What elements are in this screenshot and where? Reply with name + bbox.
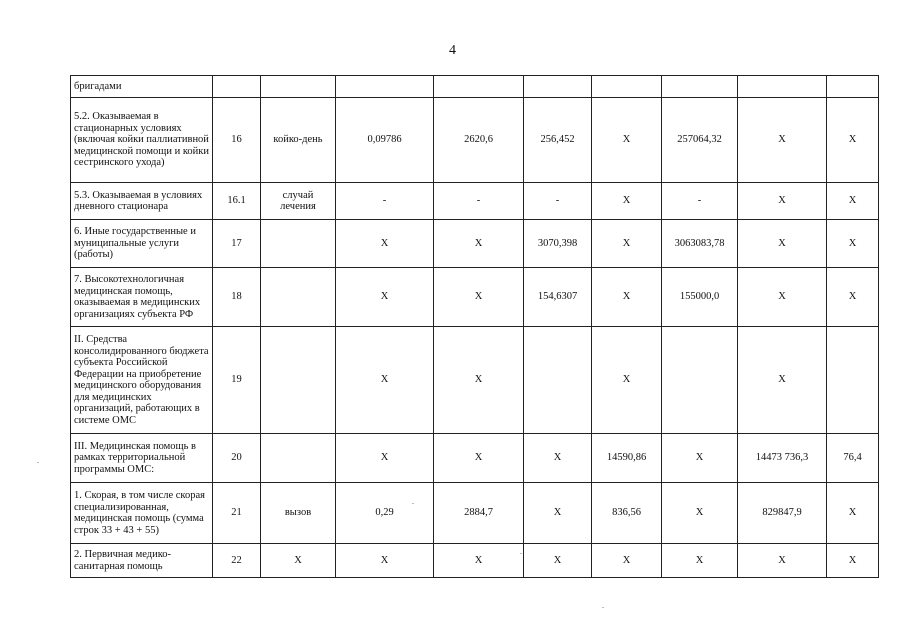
table-cell: X [524, 434, 592, 483]
table-cell: X [524, 483, 592, 544]
table-cell [524, 327, 592, 434]
table-cell: - [524, 183, 592, 220]
table-cell: X [524, 544, 592, 578]
table-cell: 19 [213, 327, 261, 434]
table-cell: 14590,86 [592, 434, 662, 483]
table-row [71, 98, 879, 183]
table-cell: 20 [213, 434, 261, 483]
table-cell [524, 76, 592, 98]
table-cell [213, 76, 261, 98]
table-cell: 16 [213, 98, 261, 183]
row-label-cell: 5.2. Оказываемая в стационарных условиях (включая койки паллиативной медицинской помощи и койки сестринского ухода) [71, 98, 213, 183]
table-cell: 257064,32 [662, 98, 738, 183]
table-cell: 17 [213, 220, 261, 268]
table-cell: X [827, 98, 879, 183]
data-table [70, 75, 879, 578]
row-label-cell: 2. Первичная медико-санитарная помощь [71, 544, 213, 578]
table-cell: X [827, 268, 879, 327]
table-row [71, 76, 879, 98]
table-cell [662, 327, 738, 434]
table-row [71, 327, 879, 434]
table-cell [261, 220, 336, 268]
scan-speck [37, 462, 39, 463]
table-cell: - [662, 183, 738, 220]
table-cell: X [434, 327, 524, 434]
table-cell: X [592, 544, 662, 578]
table-cell: 2620,6 [434, 98, 524, 183]
table-row [71, 220, 879, 268]
table-cell: X [592, 183, 662, 220]
row-label-cell: 7. Высокотехнологичная медицинская помощь, оказываемая в медицинских организациях субъекта РФ [71, 268, 213, 327]
table-cell: X [336, 544, 434, 578]
table-cell [592, 76, 662, 98]
table-cell: случай лечения [261, 183, 336, 220]
table-cell: X [592, 268, 662, 327]
table-cell: 3070,398 [524, 220, 592, 268]
table-cell: 16.1 [213, 183, 261, 220]
table-row [71, 544, 879, 578]
row-label-cell: II. Средства консолидированного бюджета субъекта Российской Федерации на приобретение медицинского оборудования для медицинских организаций, работающих в системе ОМС [71, 327, 213, 434]
table-cell: 14473 736,3 [738, 434, 827, 483]
page-number: 4 [449, 43, 456, 58]
table-cell [261, 327, 336, 434]
table-cell: - [336, 183, 434, 220]
table-cell [261, 434, 336, 483]
table-cell: X [738, 98, 827, 183]
row-label-cell: 1. Скорая, в том числе скорая специализированная, медицинская помощь (сумма строк 33 + 43 + 55) [71, 483, 213, 544]
table-cell: X [738, 183, 827, 220]
table-cell: X [738, 220, 827, 268]
row-label-cell: бригадами [71, 76, 213, 98]
table-cell: X [434, 220, 524, 268]
table-cell: 22 [213, 544, 261, 578]
table-row [71, 183, 879, 220]
table-cell: X [434, 544, 524, 578]
table-cell: 0,09786 [336, 98, 434, 183]
table-cell: X [827, 183, 879, 220]
table-cell: X [827, 220, 879, 268]
table-cell: X [336, 327, 434, 434]
table-row [71, 434, 879, 483]
table-cell: X [827, 483, 879, 544]
table-cell: X [434, 434, 524, 483]
table-cell: 155000,0 [662, 268, 738, 327]
table-cell: X [592, 98, 662, 183]
row-label-cell: 6. Иные государственные и муниципальные услуги (работы) [71, 220, 213, 268]
table-cell: 18 [213, 268, 261, 327]
scan-speck [602, 607, 604, 608]
row-label-cell: 5.3. Оказываемая в условиях дневного стационара [71, 183, 213, 220]
table-row [71, 268, 879, 327]
table-cell [434, 76, 524, 98]
table-cell: 3063083,78 [662, 220, 738, 268]
table-cell: - [434, 183, 524, 220]
table-cell: койко-день [261, 98, 336, 183]
table-cell: 256,452 [524, 98, 592, 183]
table-cell: X [662, 483, 738, 544]
table-cell: 836,56 [592, 483, 662, 544]
table-cell: X [336, 434, 434, 483]
table-cell: 0,29 [336, 483, 434, 544]
table-cell [336, 76, 434, 98]
table-cell [261, 268, 336, 327]
table-cell: X [434, 268, 524, 327]
table-cell: X [592, 327, 662, 434]
table-cell [738, 76, 827, 98]
scan-speck [520, 553, 522, 554]
table-cell [662, 76, 738, 98]
table-cell: X [738, 268, 827, 327]
table-cell: 829847,9 [738, 483, 827, 544]
table-cell: 154,6307 [524, 268, 592, 327]
table-cell: X [261, 544, 336, 578]
table-cell: X [738, 544, 827, 578]
table-cell [827, 76, 879, 98]
table-cell: X [336, 220, 434, 268]
table-cell: 21 [213, 483, 261, 544]
table-cell: 2884,7 [434, 483, 524, 544]
table-cell: X [738, 327, 827, 434]
scan-speck [412, 503, 414, 504]
row-label-cell: III. Медицинская помощь в рамках территориальной программы ОМС: [71, 434, 213, 483]
table-cell: X [662, 544, 738, 578]
table-row [71, 483, 879, 544]
table-cell: X [336, 268, 434, 327]
table-cell [827, 327, 879, 434]
table-cell: X [662, 434, 738, 483]
table-cell [261, 76, 336, 98]
table-cell: X [592, 220, 662, 268]
table-cell: вызов [261, 483, 336, 544]
table-cell: X [827, 544, 879, 578]
table-cell: 76,4 [827, 434, 879, 483]
